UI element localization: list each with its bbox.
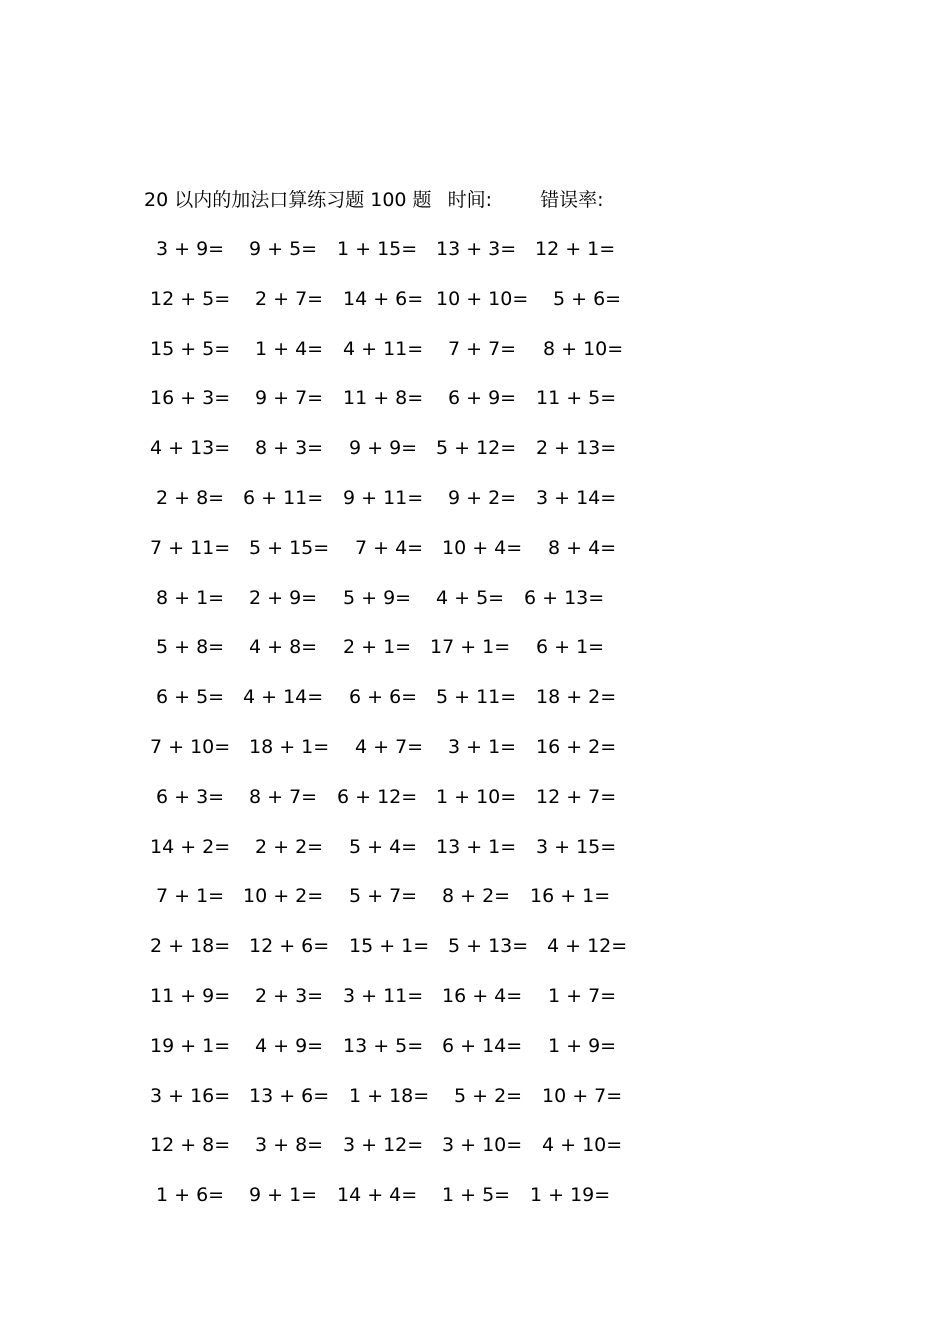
problem-row: [148, 981, 668, 1031]
problem-item: 14 + 2=: [150, 835, 231, 858]
problem-row: [148, 1081, 668, 1131]
problem-item: 12 + 5=: [150, 287, 231, 310]
problem-item: 14 + 6=: [343, 287, 424, 310]
problem-item: 5 + 11=: [436, 686, 517, 709]
problem-row: [148, 782, 668, 832]
problem-item: 7 + 11=: [150, 536, 231, 559]
problem-item: 6 + 9=: [448, 387, 517, 410]
problem-item: 4 + 11=: [343, 337, 424, 360]
problem-item: 11 + 9=: [150, 984, 231, 1007]
problem-item: 12 + 7=: [536, 785, 617, 808]
problem-row: [148, 732, 668, 782]
problem-item: 5 + 12=: [436, 437, 517, 460]
problem-item: 7 + 4=: [355, 536, 424, 559]
problem-item: 12 + 8=: [150, 1134, 231, 1157]
problem-item: 3 + 14=: [536, 486, 617, 509]
problem-item: 1 + 5=: [442, 1184, 511, 1207]
problem-item: 14 + 4=: [337, 1184, 418, 1207]
problem-item: 13 + 3=: [436, 238, 517, 260]
problem-item: 6 + 6=: [349, 686, 418, 709]
problem-item: 4 + 12=: [547, 935, 628, 958]
problem-item: 9 + 1=: [249, 1184, 318, 1207]
problem-item: 4 + 5=: [436, 586, 505, 609]
problem-item: 2 + 18=: [150, 935, 231, 958]
problem-item: 5 + 2=: [454, 1084, 523, 1107]
problem-item: 1 + 6=: [156, 1184, 225, 1207]
problem-item: 9 + 7=: [255, 387, 324, 410]
problem-item: 16 + 2=: [536, 735, 617, 758]
problem-row: [148, 1031, 668, 1081]
problem-row: [148, 284, 668, 334]
problem-item: 3 + 9=: [156, 238, 225, 260]
problem-item: 16 + 4=: [442, 984, 523, 1007]
problem-item: 13 + 6=: [249, 1084, 330, 1107]
problem-row: [148, 881, 668, 931]
problem-item: 6 + 1=: [536, 636, 605, 659]
problem-item: 18 + 1=: [249, 735, 330, 758]
problem-item: 6 + 3=: [156, 785, 225, 808]
problem-item: 7 + 7=: [448, 337, 517, 360]
problem-item: 12 + 1=: [535, 238, 616, 260]
problem-item: 5 + 8=: [156, 636, 225, 659]
problem-item: 5 + 15=: [249, 536, 330, 559]
problem-item: 10 + 10=: [436, 287, 529, 310]
problem-item: 10 + 4=: [442, 536, 523, 559]
worksheet-title: 20 以内的加法口算练习题 100 题: [144, 189, 432, 211]
problem-item: 5 + 4=: [349, 835, 418, 858]
problem-item: 6 + 11=: [243, 486, 324, 509]
problem-item: 16 + 1=: [530, 885, 611, 908]
problem-item: 4 + 7=: [355, 735, 424, 758]
problem-item: 18 + 2=: [536, 686, 617, 709]
error-rate-label: 错误率:: [540, 189, 604, 211]
problem-row: [148, 433, 668, 483]
problem-item: 5 + 7=: [349, 885, 418, 908]
problem-item: 10 + 7=: [542, 1084, 623, 1107]
problem-item: 2 + 3=: [255, 984, 324, 1007]
problem-row: [148, 1130, 668, 1180]
problem-item: 6 + 12=: [337, 785, 418, 808]
problem-row: [148, 383, 668, 433]
problem-item: 4 + 9=: [255, 1034, 324, 1057]
problem-item: 3 + 16=: [150, 1084, 231, 1107]
problem-item: 4 + 14=: [243, 686, 324, 709]
problem-item: 9 + 11=: [343, 486, 424, 509]
problem-item: 9 + 9=: [349, 437, 418, 460]
problem-item: 13 + 1=: [436, 835, 517, 858]
problem-item: 4 + 8=: [249, 636, 318, 659]
problem-item: 1 + 15=: [337, 238, 418, 260]
problem-item: 5 + 6=: [553, 287, 622, 310]
problem-item: 8 + 7=: [249, 785, 318, 808]
problem-item: 2 + 2=: [255, 835, 324, 858]
problem-item: 2 + 9=: [249, 586, 318, 609]
problem-row: [148, 832, 668, 882]
problem-item: 16 + 3=: [150, 387, 231, 410]
problem-item: 3 + 1=: [448, 735, 517, 758]
problem-item: 8 + 10=: [543, 337, 624, 360]
problem-item: 19 + 1=: [150, 1034, 231, 1057]
problem-item: 1 + 9=: [548, 1034, 617, 1057]
problem-item: 15 + 5=: [150, 337, 231, 360]
problem-item: 3 + 15=: [536, 835, 617, 858]
problem-item: 2 + 13=: [536, 437, 617, 460]
worksheet-header: [144, 186, 603, 214]
problem-item: 3 + 8=: [255, 1134, 324, 1157]
problem-item: 1 + 18=: [349, 1084, 430, 1107]
problem-row: [148, 334, 668, 384]
problem-item: 9 + 2=: [448, 486, 517, 509]
problem-item: 2 + 7=: [255, 287, 324, 310]
problem-item: 3 + 10=: [442, 1134, 523, 1157]
problem-item: 5 + 9=: [343, 586, 412, 609]
problem-item: 1 + 7=: [548, 984, 617, 1007]
problem-item: 4 + 10=: [542, 1134, 623, 1157]
problem-item: 15 + 1=: [349, 935, 430, 958]
problem-row: [148, 1180, 668, 1230]
problem-item: 7 + 10=: [150, 735, 231, 758]
problem-item: 1 + 4=: [255, 337, 324, 360]
problem-item: 11 + 5=: [536, 387, 617, 410]
problem-row: [148, 583, 668, 633]
problem-item: 8 + 1=: [156, 586, 225, 609]
problem-item: 8 + 3=: [255, 437, 324, 460]
problem-item: 8 + 2=: [442, 885, 511, 908]
problem-grid: [148, 234, 668, 1230]
problem-row: [148, 632, 668, 682]
problem-item: 17 + 1=: [430, 636, 511, 659]
problem-row: [148, 234, 668, 284]
problem-item: 1 + 10=: [436, 785, 517, 808]
problem-item: 2 + 8=: [156, 486, 225, 509]
problem-item: 2 + 1=: [343, 636, 412, 659]
problem-row: [148, 533, 668, 583]
problem-item: 1 + 19=: [530, 1184, 611, 1207]
problem-item: 6 + 13=: [524, 586, 605, 609]
problem-item: 11 + 8=: [343, 387, 424, 410]
problem-item: 7 + 1=: [156, 885, 225, 908]
problem-item: 4 + 13=: [150, 437, 231, 460]
problem-item: 6 + 14=: [442, 1034, 523, 1057]
problem-item: 3 + 11=: [343, 984, 424, 1007]
time-label: 时间:: [447, 189, 493, 211]
problem-item: 6 + 5=: [156, 686, 225, 709]
problem-item: 9 + 5=: [249, 238, 318, 260]
problem-item: 5 + 13=: [448, 935, 529, 958]
problem-item: 8 + 4=: [548, 536, 617, 559]
problem-item: 10 + 2=: [243, 885, 324, 908]
problem-item: 3 + 12=: [343, 1134, 424, 1157]
problem-item: 13 + 5=: [343, 1034, 424, 1057]
problem-row: [148, 483, 668, 533]
problem-row: [148, 682, 668, 732]
problem-item: 12 + 6=: [249, 935, 330, 958]
problem-row: [148, 931, 668, 981]
